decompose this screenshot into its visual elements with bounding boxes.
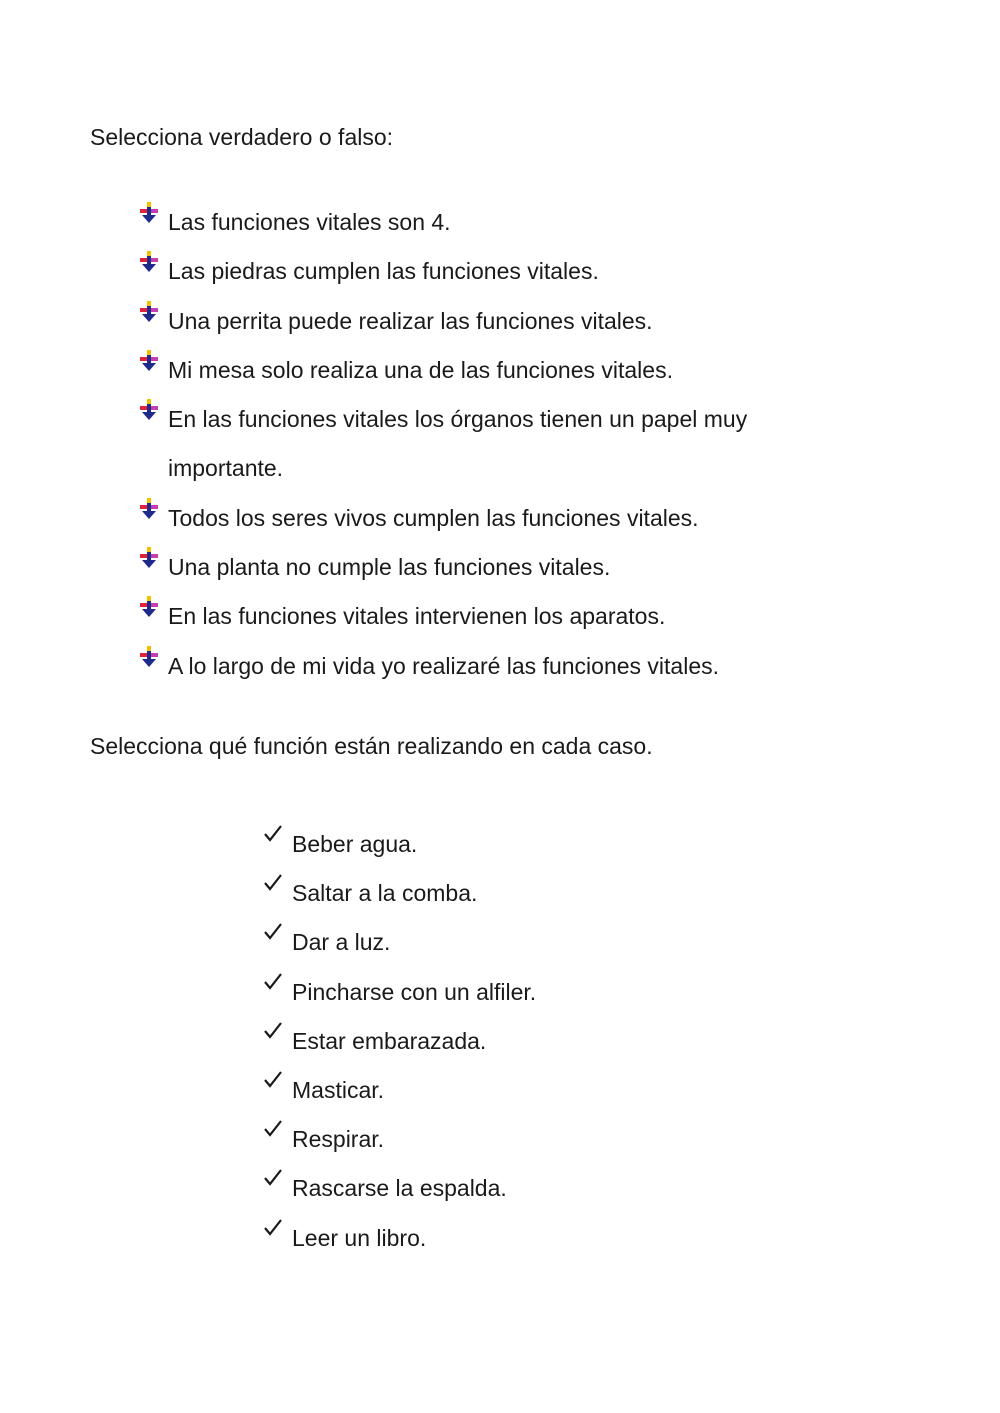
function-activity: Estar embarazada. xyxy=(292,1027,487,1054)
true-false-statement: En las funciones vitales los órganos tienen un papel muy importante. xyxy=(168,406,748,482)
checkmark-icon xyxy=(262,1115,284,1141)
function-list xyxy=(262,820,762,1263)
function-activity: Respirar. xyxy=(292,1126,385,1153)
four-color-cross-arrow-icon xyxy=(138,247,160,273)
list-item[interactable] xyxy=(138,543,838,592)
true-false-statement: Todos los seres vivos cumplen las funciones vitales. xyxy=(168,504,699,531)
four-color-cross-arrow-icon xyxy=(138,642,160,668)
list-item[interactable] xyxy=(138,592,838,641)
list-item[interactable] xyxy=(138,297,838,346)
function-activity: Pincharse con un alfiler. xyxy=(292,978,537,1005)
list-item[interactable] xyxy=(262,1066,762,1115)
list-item[interactable] xyxy=(262,918,762,967)
function-activity: Saltar a la comba. xyxy=(292,880,478,907)
true-false-statement: Una planta no cumple las funciones vitales. xyxy=(168,554,611,581)
four-color-cross-arrow-icon xyxy=(138,297,160,323)
true-false-statement: A lo largo de mi vida yo realizaré las funciones vitales. xyxy=(168,652,720,679)
true-false-statement: Una perrita puede realizar las funciones vitales. xyxy=(168,307,653,334)
true-false-statement: Las piedras cumplen las funciones vitales. xyxy=(168,258,599,285)
list-item[interactable] xyxy=(262,820,762,869)
checkmark-icon xyxy=(262,1214,284,1240)
true-false-statement: Mi mesa solo realiza una de las funciones vitales. xyxy=(168,356,673,383)
four-color-cross-arrow-icon xyxy=(138,198,160,224)
checkmark-icon xyxy=(262,869,284,895)
list-item[interactable] xyxy=(262,1214,762,1263)
checkmark-icon xyxy=(262,820,284,846)
checkmark-icon xyxy=(262,1164,284,1190)
list-item[interactable] xyxy=(138,247,838,296)
list-item[interactable] xyxy=(138,642,838,691)
list-item[interactable] xyxy=(138,395,808,494)
checkmark-icon xyxy=(262,968,284,994)
function-activity: Leer un libro. xyxy=(292,1224,427,1251)
four-color-cross-arrow-icon xyxy=(138,543,160,569)
list-item[interactable] xyxy=(262,1115,762,1164)
checkmark-icon xyxy=(262,1066,284,1092)
four-color-cross-arrow-icon xyxy=(138,592,160,618)
list-item[interactable] xyxy=(262,869,762,918)
function-activity: Masticar. xyxy=(292,1076,385,1103)
checkmark-icon xyxy=(262,918,284,944)
function-activity: Beber agua. xyxy=(292,831,418,857)
list-item[interactable] xyxy=(138,346,838,395)
list-item[interactable] xyxy=(138,494,838,543)
list-item[interactable] xyxy=(262,968,762,1017)
four-color-cross-arrow-icon xyxy=(138,395,160,421)
four-color-cross-arrow-icon xyxy=(138,346,160,372)
function-heading: Selecciona qué función están realizando en cada caso. xyxy=(90,733,653,759)
four-color-cross-arrow-icon xyxy=(138,494,160,520)
list-item[interactable] xyxy=(138,198,838,247)
list-item[interactable] xyxy=(262,1164,762,1213)
true-false-heading: Selecciona verdadero o falso: xyxy=(90,124,394,150)
true-false-statement: En las funciones vitales intervienen los aparatos. xyxy=(168,603,666,630)
true-false-list xyxy=(138,198,838,691)
true-false-statement: Las funciones vitales son 4. xyxy=(168,209,451,235)
function-activity: Rascarse la espalda. xyxy=(292,1175,507,1202)
function-activity: Dar a luz. xyxy=(292,929,391,956)
checkmark-icon xyxy=(262,1017,284,1043)
list-item[interactable] xyxy=(262,1017,762,1066)
